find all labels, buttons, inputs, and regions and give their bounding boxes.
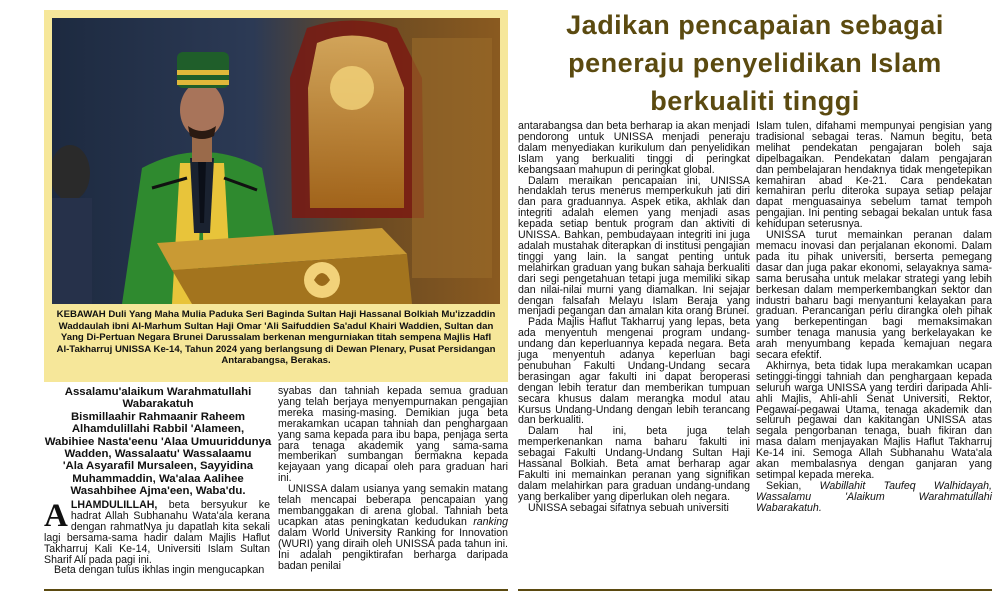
photo-caption: KEBAWAH Duli Yang Maha Mulia Paduka Seri Baginda Sultan Haji Hassanal Bolkiah Mu'izzaddin Waddaulah ibni Al-Marhum Sultan Haji Omar 'Ali Saifuddien Sa'adul Khairi Waddien, Sultan dan Yang Di-Pertuan Negara Brunei Darussalam berkenan mengurniakan titah sempena Majlis Hafl Al-Takharruj UNISSA Ke-14, Tahun 2024 yang berlangsung di Dewan Plenary, Pusat Persidangan Antarabangsa, Berakas. bbox=[56, 309, 496, 367]
closing-salutation: Wabillahit Taufeq Walhidayah, Wassalamu 'Alaikum Warahmatullahi Wabarakatuh. bbox=[756, 479, 992, 514]
paragraph: syabas dan tahniah kepada semua graduan yang telah berjaya menyempurnakan pengajian mereka masing-masing. Demikian juga beta merakamkan ucapan tahniah dan penghargaan yang sama kepada para ibu bapa, penjaga serta para tenaga akademik yang sama-sama memberikan sumbangan bermakna kepada kejayaan yang dicapai oleh para graduan hari ini. bbox=[278, 385, 508, 485]
column-1 bbox=[44, 500, 270, 576]
paragraph: UNISSA sebagai sifatnya sebuah universiti bbox=[528, 501, 729, 514]
drop-cap: A bbox=[44, 498, 68, 534]
closing-paragraph bbox=[756, 481, 992, 514]
paragraph-text: Sekian, bbox=[766, 479, 820, 492]
article-headline: Jadikan pencapaian sebagai peneraju penyelidikan Islam berkualiti tinggi bbox=[566, 10, 944, 116]
paragraph: Islam tulen, difahami mempunyai pengisian yang tradisional sebagai teras. Namun begitu, beta melihat pendekatan pengajaran boleh saja dipelbagaikan. Pendekatan dalam pengajaran dan pembelajaran hendaknya tidak mengetepikan kemahiran abad Ke-21. Cara pendekatan kemahiran perlu diteroka supaya setiap pelajar dapat menguasainya sebelum tamat tempoh pengajian. Ini penting sebagai bekalan untuk fasa kehidupan seterusnya. bbox=[756, 120, 992, 231]
sultan-photo bbox=[52, 18, 500, 304]
paragraph: Pada Majlis Haflut Takharruj yang lepas, beta ada menyentuh mengenai program undang-undang dan keperluannya kepada negara. Beta juga menyentuh adanya keperluan bagi penubuhan Fakulti Undang-Undang secara berasingan agar fakulti ini dapat beroperasi dengan lebih teratur dan memberikan tumpuan secara khusus dalam merangka modul atau Kursus Undang-Undang dengan lebih terancang dan berkualiti. bbox=[518, 316, 750, 427]
paragraph: antarabangsa dan beta berharap ia akan menjadi pendorong untuk UNISSA menjadi peneraju dalam menyediakan kurikulum dan penyelidikan Islam yang berkualiti tinggi di peringkat kebangsaan mahupun di peringkat global. bbox=[518, 120, 750, 176]
photo-block bbox=[44, 10, 508, 382]
salutation: Assalamu'alaikum Warahmatullahi Wabarakatuh Bismillaahir Rahmaanir Raheem Alhamdulillahi Rabbil 'Alameen, Wabihiee Nasta'eenu 'Alaa Umuuriddunya Wadden, Wassalaatu' Wassalaamu 'Ala Asyarafil Mursaleen, Sayyidina Muhammaddin, Wa'alaa Aalihee Wasahbihee Ajma'een, Waba'du. bbox=[44, 386, 272, 498]
lead-word: LHAMDULILLAH, bbox=[70, 499, 158, 511]
column-3 bbox=[518, 121, 750, 514]
paragraph: UNISSA turut memainkan peranan dalam memacu inovasi dan perjalanan ekonomi. Dalam pada itu pihak universiti, berserta pemegang dasar dan juga pakar ekonomi, selayaknya sama-sama berusaha untuk melakar strategi yang lebih berkesan dalam memperkembangkan sektor dan industri baharu bagi menyantuni kelayakan para graduan. Perancangan perlu dirangka oleh pihak yang berkepentingan bagi memaksimakan sumber tenaga manusia yang berkelayakan ke arah menyumbang kepada kemajuan negara secara efektif. bbox=[756, 229, 992, 362]
column-2 bbox=[278, 386, 508, 571]
opening-paragraph bbox=[44, 500, 270, 565]
paragraph: Dalam meraikan pencapaian ini, UNISSA hendaklah terus menerus memperkukuh jati diri dan para graduannya. Aspek etika, akhlak dan integriti adalah elemen yang menjadi asas kepada setiap bentuk program dan aktiviti di UNISSA. Bahkan, pembudayaan integriti ini juga adalah mustahak diterapkan di institusi pengajian tinggi yang lain. Ia sangat penting untuk melahirkan graduan yang bukan sahaja berkualiti dari segi pengetahuan tetapi juga memiliki sikap dan nilai-nilai murni yang diamalkan. Ini sejajar dengan falsafah Melayu Islam Beraja yang menjadi pegangan dan amalan kita orang Brunei. bbox=[518, 174, 750, 318]
paragraph-text: beta bersyukur ke hadrat Allah Subhanahu Wata'ala kerana dengan rahmatNya ju dapatlah kita sekali lagi bersama-sama hadir dalam Majlis Haflut Takharruj Kali Ke-14, Universiti Islam Sultan Sharif Ali pada pagi ini. bbox=[44, 499, 270, 566]
column-4 bbox=[756, 121, 992, 514]
paragraph-text: UNISSA dalam usianya yang semakin matang telah mencapai beberapa pencapaian yang membanggakan di arena global. Tahniah beta ucapkan atas peningkatan kedudukan bbox=[278, 483, 508, 528]
paragraph: Dalam hal ini, beta juga telah memperkenankan nama baharu fakulti ini sebagai Fakulti Undang-Undang Sultan Haji Hassanal Bolkiah. Beta amat berharap agar Fakulti ini memainkan peranan yang signifikan dalam melahirkan para graduan undang-undang yang berkaliber yang diperlukan oleh negara. bbox=[518, 425, 750, 503]
paragraph-ranking bbox=[278, 484, 508, 571]
paragraph: Beta dengan tulus ikhlas ingin mengucapkan bbox=[54, 564, 265, 577]
paragraph: Akhirnya, beta tidak lupa merakamkan ucapan setinggi-tinggi tahniah dan penghargaan kepada seluruh warga UNISSA yang terdiri daripada Ahli-ahli Majlis, Ahli-ahli Senat Universiti, Rektor, Pegawai-pegawai Utama, tenaga akademik dan seluruh pegawai dan kakitangan UNISSA atas segala pengorbanan tenaga, buah fikiran dan masa dalam menjayakan Majlis Haflut Takharruj Ke-14 ini. Semoga Allah Subhanahu Wata'ala akan membalasnya dengan ganjaran yang setimpal kepada mereka. bbox=[756, 359, 992, 481]
paragraph-text: dalam World University Ranking for Innovation (WURI) yang diraih oleh UNISSA pada tahun ini. Ini adalah pengiktirafan berharga daripada badan penilai bbox=[278, 526, 508, 572]
sultan-speech-illustration bbox=[52, 18, 500, 304]
ranking-term: ranking bbox=[473, 515, 508, 528]
